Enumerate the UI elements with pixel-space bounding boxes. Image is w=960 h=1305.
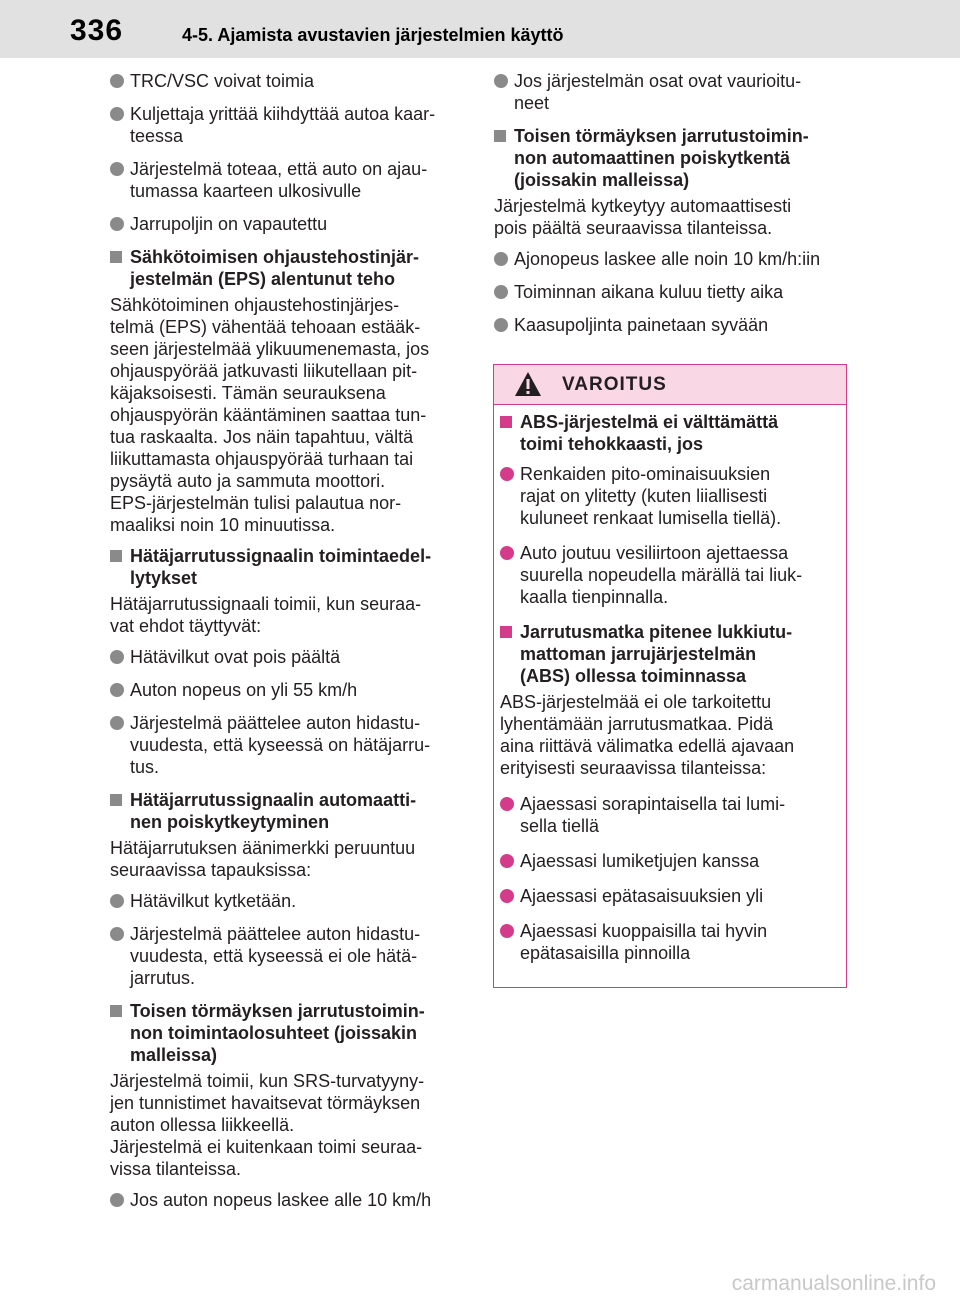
warning-body [500, 411, 840, 977]
bullet-dot-icon [110, 217, 124, 231]
list-item: Auto joutuu vesiliirtoon ajettaessa suurella nopeudella märällä tai liuk- kaalla tienpinnalla. [500, 542, 840, 608]
page-number: 336 [70, 14, 124, 47]
heading-square-icon [110, 550, 122, 562]
paragraph-signal-conditions: Hätäjarrutussignaali toimii, kun seuraa- vat ehdot täyttyvät: [110, 594, 422, 636]
list-item: Järjestelmä päättelee auton hidastu- vuudesta, että kyseessä on hätäjarru- tus. [110, 712, 470, 778]
list-item: Jos järjestelmän osat ovat vaurioitu- neet [494, 70, 854, 114]
list-item: Järjestelmä päättelee auton hidastu- vuudesta, että kyseessä ei ole hätä- jarrutus. [110, 923, 470, 989]
section-heading-signal-cancel: Hätäjarrutussignaalin automaatti- nen poiskytkeytyminen [110, 789, 470, 833]
paragraph-eps: Sähkötoiminen ohjaustehostinjärjes- telmä (EPS) vähentää tehoaan estääk- seen järjestelmää ylikuumenemasta, jos ohjauspyörää jatkuvasti liikutellaan pit- käjaksoisesti. Tämän seurauksena ohjauspyörän kääntäminen saattaa tun- tua raskaalta. Jos näin tapahtuu, vältä liikuttamasta ohjauspyörää turhaan tai pysäytä auto ja sammuta moottori. EPS-järjestelmän tulisi palautua nor- maaliksi noin 10 minuutissa. [110, 295, 430, 535]
section-heading-auto-cancel: Toisen törmäyksen jarrutustoimin- non automaattinen poiskytkentä (joissakin malleissa) [494, 125, 854, 191]
list-item: Ajaessasi kuoppaisilla tai hyvin epätasaisilla pinnoilla [500, 920, 840, 964]
bullet-dot-icon [110, 927, 124, 941]
bullet-dot-icon [110, 107, 124, 121]
heading-square-icon [494, 130, 506, 142]
warning-title: VAROITUS [562, 374, 667, 395]
warning-triangle-icon [514, 371, 542, 397]
section-heading-eps: Sähkötoimisen ohjaustehostinjär- jestelmän (EPS) alentunut teho [110, 246, 470, 290]
section-heading-secondary-collision: Toisen törmäyksen jarrutustoimin- non toimintaolosuhteet (joissakin malleissa) [110, 1000, 470, 1066]
list-item: Hätävilkut ovat pois päältä [110, 646, 470, 668]
bullet-dot-icon [500, 924, 514, 938]
bullet-dot-icon [110, 894, 124, 908]
section-heading-signal-conditions: Hätäjarrutussignaalin toimintaedel- lytykset [110, 545, 470, 589]
warning-heading-abs: ABS-järjestelmä ei välttämättä toimi tehokkaasti, jos [500, 411, 840, 455]
paragraph-signal-cancel: Hätäjarrutuksen äänimerkki peruuntuu seuraavissa tapauksissa: [110, 838, 416, 880]
bullet-dot-icon [494, 252, 508, 266]
page-header [0, 0, 960, 58]
right-column [494, 70, 854, 347]
bullet-dot-icon [500, 797, 514, 811]
bullet-dot-icon [110, 716, 124, 730]
bullet-dot-icon [110, 162, 124, 176]
bullet-dot-icon [494, 318, 508, 332]
footer-watermark: carmanualsonline.info [731, 1272, 936, 1295]
section-title: 4-5. Ajamista avustavien järjestelmien käyttö [182, 25, 564, 45]
warning-paragraph-distance: ABS-järjestelmää ei ole tarkoitettu lyhentämään jarrutusmatkaa. Pidä aina riittävä välimatka edellä ajavaan erityisesti seuraavissa tilanteissa: [500, 692, 795, 778]
heading-square-icon [500, 626, 512, 638]
paragraph-secondary-collision: Järjestelmä toimii, kun SRS-turvatyyny- jen tunnistimet havaitsevat törmäyksen auton ollessa liikkeellä. Järjestelmä ei kuitenkaan toimi seuraa- vissa tilanteissa. [110, 1071, 425, 1179]
list-item: Kuljettaja yrittää kiihdyttää autoa kaar- teessa [110, 103, 470, 147]
heading-square-icon [110, 794, 122, 806]
heading-square-icon [500, 416, 512, 428]
warning-header [494, 365, 846, 405]
bullet-dot-icon [494, 74, 508, 88]
list-item: Renkaiden pito-ominaisuuksien rajat on ylitetty (kuten liiallisesti kuluneet renkaat lumisella tiellä). [500, 463, 840, 529]
warning-heading-distance: Jarrutusmatka pitenee lukkiutu- mattoman jarrujärjestelmän (ABS) ollessa toiminnassa [500, 621, 840, 687]
bullet-dot-icon [494, 285, 508, 299]
bullet-dot-icon [110, 683, 124, 697]
list-item: Ajaessasi lumiketjujen kanssa [500, 850, 840, 872]
list-item: Ajaessasi sorapintaisella tai lumi- sella tiellä [500, 793, 840, 837]
list-item: Auton nopeus on yli 55 km/h [110, 679, 470, 701]
list-item: Ajaessasi epätasaisuuksien yli [500, 885, 840, 907]
warning-box [493, 364, 847, 988]
left-column [110, 70, 470, 1222]
paragraph-auto-cancel: Järjestelmä kytkeytyy automaattisesti pois päältä seuraavissa tilanteissa. [494, 196, 792, 238]
bullet-dot-icon [500, 467, 514, 481]
bullet-dot-icon [110, 1193, 124, 1207]
bullet-dot-icon [500, 889, 514, 903]
bullet-dot-icon [500, 546, 514, 560]
heading-square-icon [110, 251, 122, 263]
list-item: Hätävilkut kytketään. [110, 890, 470, 912]
list-item: Jos auton nopeus laskee alle 10 km/h [110, 1189, 470, 1211]
list-item: Järjestelmä toteaa, että auto on ajau- tumassa kaarteen ulkosivulle [110, 158, 470, 202]
list-item: Jarrupoljin on vapautettu [110, 213, 470, 235]
list-item: TRC/VSC voivat toimia [110, 70, 470, 92]
bullet-dot-icon [110, 74, 124, 88]
list-item: Ajonopeus laskee alle noin 10 km/h:iin [494, 248, 854, 270]
bullet-dot-icon [500, 854, 514, 868]
bullet-dot-icon [110, 650, 124, 664]
list-item: Toiminnan aikana kuluu tietty aika [494, 281, 854, 303]
heading-square-icon [110, 1005, 122, 1017]
list-item: Kaasupoljinta painetaan syvään [494, 314, 854, 336]
